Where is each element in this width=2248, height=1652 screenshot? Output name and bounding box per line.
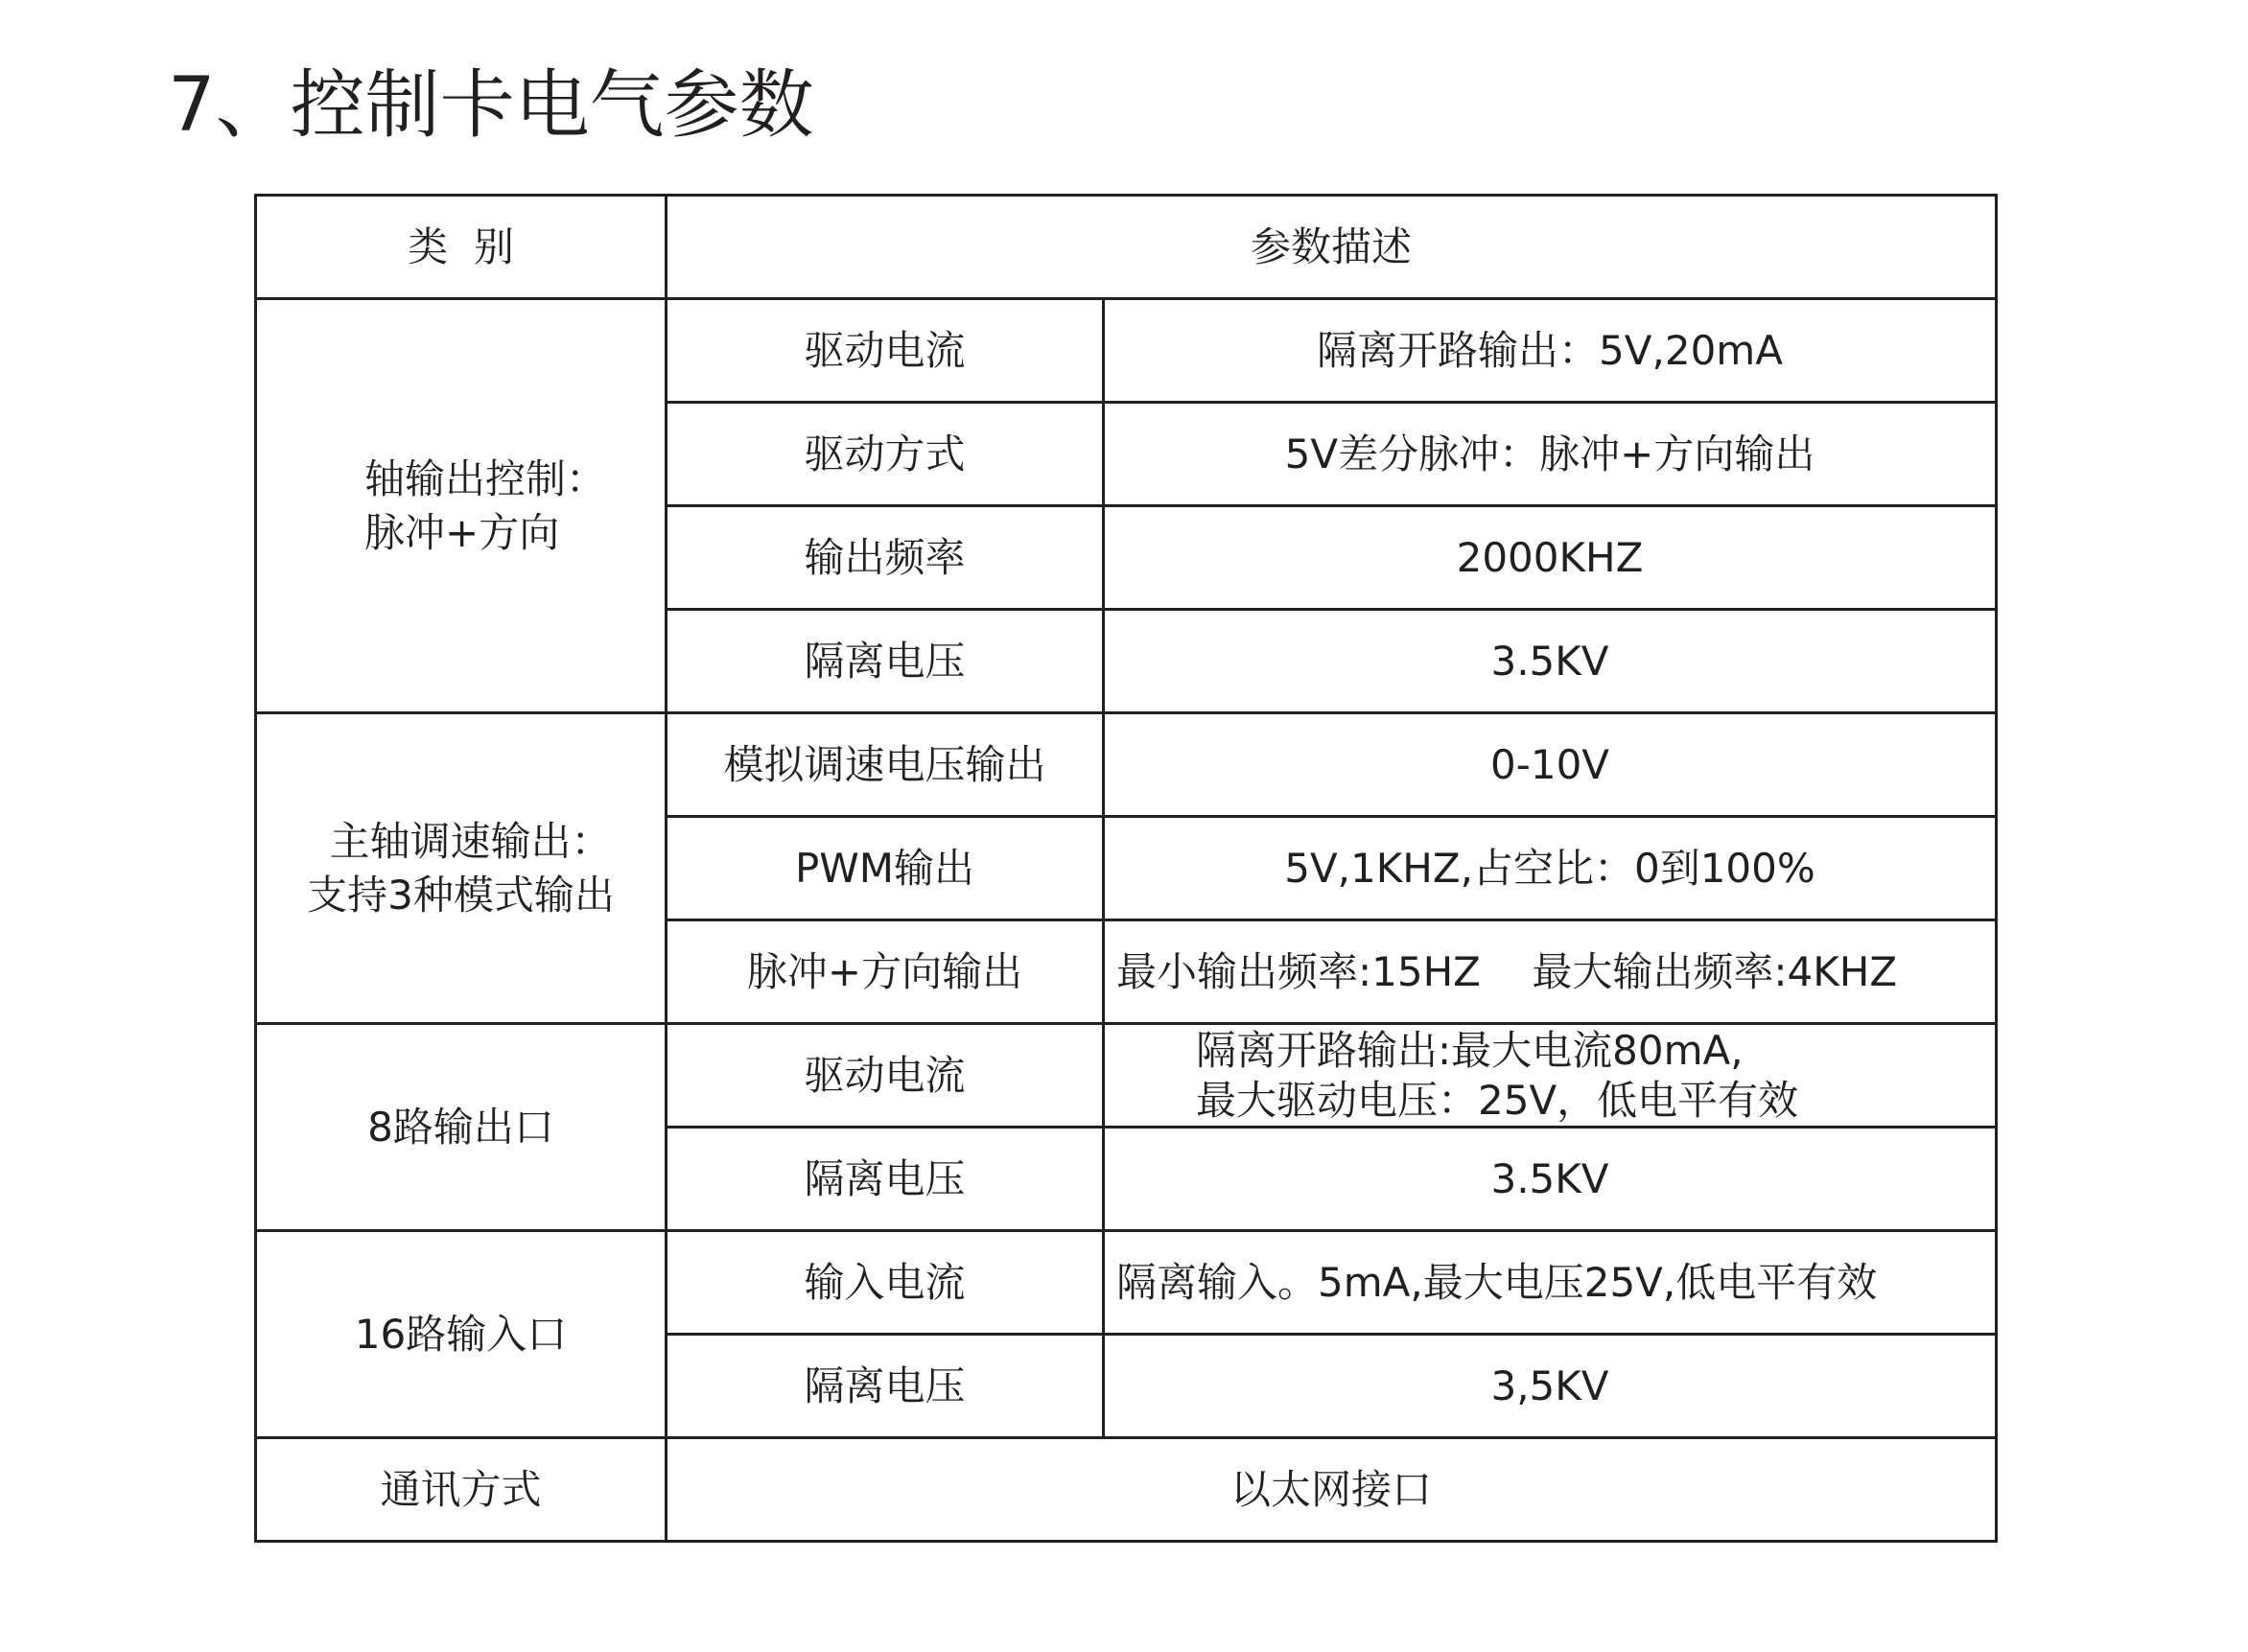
value-cell: [1104, 1024, 1997, 1128]
value-line: 隔离开路输出:最大电流80mA,: [1196, 1026, 1744, 1074]
item-cell: 模拟调速电压输出: [667, 713, 1104, 817]
value-cell: 3,5KV: [1104, 1335, 1997, 1438]
value-cell: 5V差分脉冲：脉冲+方向输出: [1104, 403, 1997, 506]
header-description: 参数描述: [667, 196, 1997, 299]
page-title: 7、控制卡电气参数: [168, 62, 814, 149]
value-cell: 隔离开路输出：5V,20mA: [1104, 299, 1997, 403]
item-cell: 隔离电压: [667, 1335, 1104, 1438]
item-cell: 隔离电压: [667, 610, 1104, 713]
header-category: 类 别: [256, 196, 667, 299]
table-row: [256, 299, 1997, 403]
value-cell: 3.5KV: [1104, 610, 1997, 713]
value-cell: 2000KHZ: [1104, 506, 1997, 610]
item-cell: 输出频率: [667, 506, 1104, 610]
electrical-parameters-table: [254, 194, 1998, 1543]
value-cell: 0-10V: [1104, 713, 1997, 817]
value-cell: 5V,1KHZ,占空比：0到100%: [1104, 817, 1997, 920]
category-line: 脉冲+方向: [364, 508, 560, 556]
value-cell: 隔离输入。5mA,最大电压25V,低电平有效: [1104, 1231, 1997, 1335]
value-line: 最大驱动电压：25V，低电平有效: [1196, 1076, 1799, 1124]
table-row: [256, 1231, 1997, 1335]
value-cell: 3.5KV: [1104, 1128, 1997, 1231]
item-cell: 输入电流: [667, 1231, 1104, 1335]
item-cell: 驱动方式: [667, 403, 1104, 506]
category-communication: 通讯方式: [256, 1438, 667, 1542]
item-cell: 驱动电流: [667, 299, 1104, 403]
table-row: [256, 713, 1997, 817]
item-cell: PWM输出: [667, 817, 1104, 920]
value-cell: 最小输出频率:15HZ 最大输出频率:4KHZ: [1104, 920, 1997, 1024]
category-line: 支持3种模式输出: [307, 871, 615, 919]
category-line: 轴输出控制：: [364, 454, 607, 502]
table-row: [256, 1438, 1997, 1542]
category-axis-output: [256, 299, 667, 713]
table-header-row: [256, 196, 1997, 299]
category-8-outputs: 8路输出口: [256, 1024, 667, 1231]
item-cell: 脉冲+方向输出: [667, 920, 1104, 1024]
category-spindle-speed-output: [256, 713, 667, 1024]
category-line: 主轴调速输出：: [329, 817, 612, 865]
value-cell: 以太网接口: [667, 1438, 1997, 1542]
item-cell: 隔离电压: [667, 1128, 1104, 1231]
item-cell: 驱动电流: [667, 1024, 1104, 1128]
category-16-inputs: 16路输入口: [256, 1231, 667, 1438]
table-row: [256, 1024, 1997, 1128]
